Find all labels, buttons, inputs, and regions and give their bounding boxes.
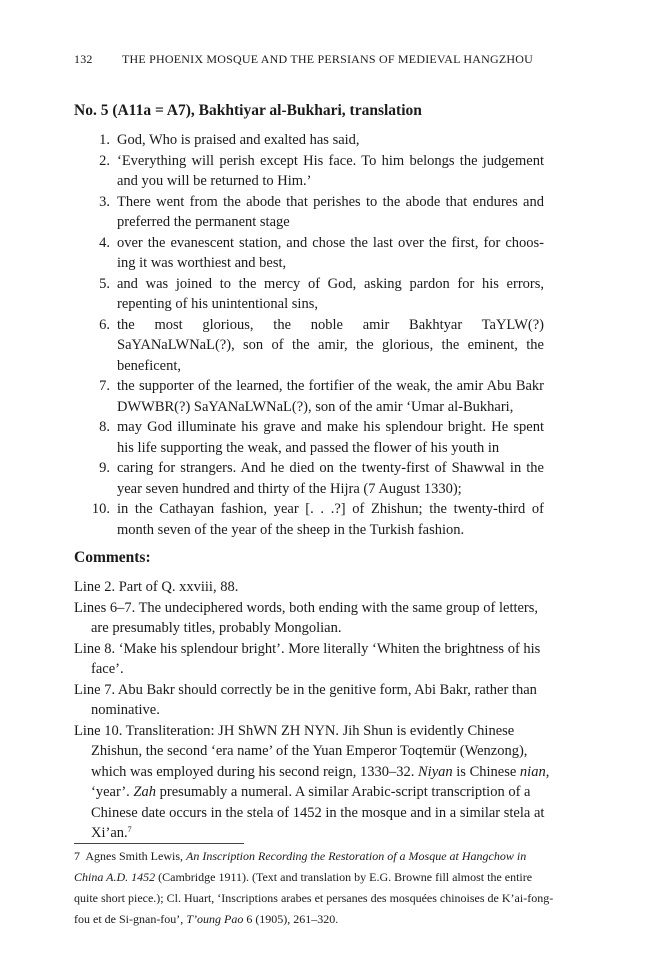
translation-line (74, 151, 544, 192)
line-text: may God illuminate his grave and make his splendour bright. He spent his life supporting the weak, and passed the flower of his youth in (117, 419, 544, 456)
comment-item: Line 2. Part of Q. xxviii, 88. (74, 579, 239, 595)
comment-item: Line 7. Abu Bakr should correctly be in the genitive form, Abi Bakr, rather than nominative. (74, 681, 537, 718)
line-text: ‘Everything will perish except His face. To him belongs the judgement and you will be returned to Him.’ (117, 152, 544, 189)
line-number: 2. (99, 152, 110, 169)
comment-text: Line 10. Transliteration: JH ShWN ZH NYN. Jih Shun is evidently Chinese Zhishun, the second ‘era name’ of the Yuan Emperor Toqtemür (Wenzong), which was employed during his second reign, 1330–32. (74, 722, 528, 780)
line-text: in the Cathayan fashion, year [. . .?] of Zhishun; the twenty-third of month seven of the year of the sheep in the Turkish fashion. (117, 501, 544, 538)
line-text: caring for strangers. And he died on the twenty-first of Shawwal in the year seven hundred and thirty of the Hijra (7 August 1330); (117, 460, 544, 497)
translation-line (74, 376, 544, 417)
footnote-text: Agnes Smith Lewis, (85, 849, 184, 863)
page-number: 132 (74, 52, 93, 66)
line-number: 6. (99, 316, 110, 333)
footnote-journal-title: T’oung Pao (186, 912, 244, 926)
comment-text: is Chinese (456, 763, 517, 780)
line-number: 7. (99, 378, 110, 394)
comment-item: Lines 6–7. The undeciphered words, both ending with the same group of letters, are presumably titles, probably Mongolian. (74, 599, 539, 636)
translation-line (74, 499, 544, 540)
comment-item (74, 721, 558, 844)
translation-heading: No. 5 (A11a = A7), Bakhtiyar al-Bukhari, translation (74, 102, 422, 119)
translation-line (74, 417, 544, 458)
running-header (74, 52, 554, 67)
line-text: the supporter of the learned, the fortifier of the weak, the amir Abu Bakr DWWBR(?) SaYANaLWNaL(?), son of the amir ‘Umar al-Bukhari, (117, 378, 544, 415)
footnote-rule (74, 843, 244, 844)
italic-term: Zah (133, 784, 156, 800)
comment-text: , ‘year’. (91, 763, 550, 800)
translation-line (74, 130, 544, 151)
footnote-reference[interactable]: 7 (127, 825, 132, 834)
translation-line (74, 315, 544, 377)
translation-lines (74, 130, 544, 540)
line-text: over the evanescent station, and chose the last over the first, for choos-ing it was worthiest and best, (117, 234, 544, 271)
comment-text: presumably a numeral. A similar Arabic-script transcription of a Chinese date occurs in the stela of 1452 in the mosque and in a similar stela at Xi’an. (91, 784, 545, 841)
footnote-text: 6 (1905), 261–320. (246, 912, 339, 926)
line-number: 3. (99, 193, 110, 210)
footnote-book-title: An Inscription Recording the Restoration of a Mosque at Hangchow in China A.D. 1452 (74, 849, 527, 884)
line-number: 4. (99, 234, 110, 251)
footnote-number: 7 (74, 849, 80, 863)
line-number: 5. (99, 275, 110, 292)
line-number: 8. (99, 419, 110, 435)
line-number: 1. (99, 132, 110, 148)
line-number: 10. (91, 501, 110, 517)
translation-line (74, 233, 544, 274)
running-title: THE PHOENIX MOSQUE AND THE PERSIANS OF MEDIEVAL HANGZHOU (122, 52, 533, 66)
line-text: There went from the abode that perishes to the abode that endures and preferred the permanent stage (117, 193, 544, 230)
italic-term: nian (519, 763, 546, 780)
italic-term: Niyan (418, 763, 453, 780)
line-text: the most glorious, the noble amir Bakhtyar TaYLW(?) SaYANaLWNaL(?), son of the amir, the glorious, the eminent, the beneficent, (117, 316, 544, 374)
translation-line (74, 274, 544, 315)
footnote-text: (Cambridge 1911). (Text and translation by E.G. Browne fill almost the entire quite short piece.); Cl. Huart, ‘Inscriptions arabes et persanes des mosquées chinoises de K’ai-fong-fou et de Si-gnan-fou’, (74, 870, 554, 926)
comments-heading: Comments: (74, 549, 151, 566)
translation-line (74, 458, 544, 499)
line-text: and was joined to the mercy of God, asking pardon for his errors, repenting of his unintentional sins, (117, 275, 544, 312)
translation-line (74, 192, 544, 233)
comments-list (74, 577, 558, 844)
comment-item: Line 8. ‘Make his splendour bright’. More literally ‘Whiten the brightness of his face’. (74, 640, 541, 677)
line-text: God, Who is praised and exalted has said, (117, 132, 360, 148)
footnote (74, 846, 558, 930)
line-number: 9. (99, 460, 110, 476)
